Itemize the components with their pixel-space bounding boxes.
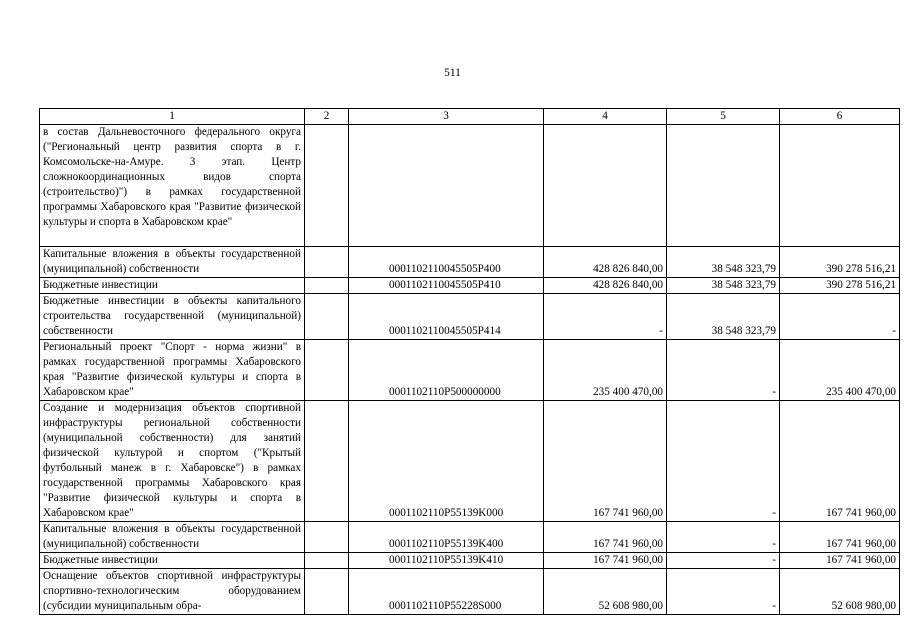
row-col6: 390 278 516,21 <box>780 278 900 294</box>
row-col6: 167 741 960,00 <box>780 553 900 569</box>
table-row <box>40 125 900 247</box>
row-col6: 167 741 960,00 <box>780 401 900 522</box>
row-name: Оснащение объектов спортивной инфраструктуры спортивно-технологическим оборудованием (субсидии муниципальным обра- <box>40 569 305 615</box>
row-col2 <box>305 247 349 278</box>
table-row <box>40 569 900 615</box>
table-row <box>40 553 900 569</box>
table-row <box>40 340 900 401</box>
row-name: Капитальные вложения в объекты государственной (муниципальной) собственности <box>40 522 305 553</box>
column-header: 5 <box>667 109 780 125</box>
row-name: в состав Дальневосточного федерального округа ("Региональный центр развития спорта в г. Комсомольске-на-Амуре. 3 этап. Центр сложнокоординационных видов спорта (строительство)") в рамках государственной программы Хабаровского края "Развитие физической культуры и спорта в Хабаровском крае" <box>40 125 305 247</box>
table-row <box>40 278 900 294</box>
row-name: Региональный проект "Спорт - норма жизни" в рамках государственной программы Хабаровского края "Развитие физической культуры и спорта в Хабаровском крае" <box>40 340 305 401</box>
row-name: Капитальные вложения в объекты государственной (муниципальной) собственности <box>40 247 305 278</box>
row-col6: 390 278 516,21 <box>780 247 900 278</box>
row-code: 0001102110045505P410 <box>349 278 544 294</box>
row-col5: 38 548 323,79 <box>667 247 780 278</box>
row-code: 0001102110P55228S000 <box>349 569 544 615</box>
row-col4: 167 741 960,00 <box>544 401 667 522</box>
row-col4: 167 741 960,00 <box>544 553 667 569</box>
row-col2 <box>305 553 349 569</box>
row-col6: 235 400 470,00 <box>780 340 900 401</box>
row-code: 0001102110P55139K410 <box>349 553 544 569</box>
row-code: 0001102110P55139K000 <box>349 401 544 522</box>
table-header-row <box>40 109 900 125</box>
row-code: 0001102110P55139K400 <box>349 522 544 553</box>
row-col4 <box>544 125 667 247</box>
row-code: 0001102110P500000000 <box>349 340 544 401</box>
row-col4: 428 826 840,00 <box>544 247 667 278</box>
row-col5: - <box>667 553 780 569</box>
row-col2 <box>305 522 349 553</box>
row-code: 0001102110045505P400 <box>349 247 544 278</box>
row-col4: 428 826 840,00 <box>544 278 667 294</box>
row-col5: 38 548 323,79 <box>667 294 780 340</box>
column-header: 3 <box>349 109 544 125</box>
row-col5: - <box>667 340 780 401</box>
row-col6 <box>780 125 900 247</box>
row-name: Бюджетные инвестиции <box>40 553 305 569</box>
row-col4: 167 741 960,00 <box>544 522 667 553</box>
row-col2 <box>305 340 349 401</box>
row-name: Создание и модернизация объектов спортивной инфраструктуры региональной собственности (муниципальной собственности) для занятий физической культурой и спортом ("Крытый футбольный манеж в г. Хабаровске") в рамках государственной программы Хабаровского края "Развитие физической культуры и спорта в Хабаровском крае" <box>40 401 305 522</box>
table-row <box>40 522 900 553</box>
row-col2 <box>305 125 349 247</box>
row-col2 <box>305 401 349 522</box>
column-header: 4 <box>544 109 667 125</box>
column-header: 2 <box>305 109 349 125</box>
column-header: 1 <box>40 109 305 125</box>
row-col2 <box>305 278 349 294</box>
table-row <box>40 401 900 522</box>
row-col6: - <box>780 294 900 340</box>
row-code: 0001102110045505P414 <box>349 294 544 340</box>
row-col2 <box>305 569 349 615</box>
row-code <box>349 125 544 247</box>
column-header: 6 <box>780 109 900 125</box>
row-col5 <box>667 125 780 247</box>
row-name: Бюджетные инвестиции <box>40 278 305 294</box>
budget-table <box>39 108 900 615</box>
table-row <box>40 294 900 340</box>
row-col4: - <box>544 294 667 340</box>
page-number: 511 <box>444 67 461 79</box>
row-col4: 52 608 980,00 <box>544 569 667 615</box>
row-col2 <box>305 294 349 340</box>
row-col5: - <box>667 401 780 522</box>
row-col5: 38 548 323,79 <box>667 278 780 294</box>
row-col4: 235 400 470,00 <box>544 340 667 401</box>
row-name: Бюджетные инвестиции в объекты капитального строительства государственной (муниципальной) собственности <box>40 294 305 340</box>
row-col5: - <box>667 569 780 615</box>
row-col6: 52 608 980,00 <box>780 569 900 615</box>
row-col6: 167 741 960,00 <box>780 522 900 553</box>
row-col5: - <box>667 522 780 553</box>
table-row <box>40 247 900 278</box>
